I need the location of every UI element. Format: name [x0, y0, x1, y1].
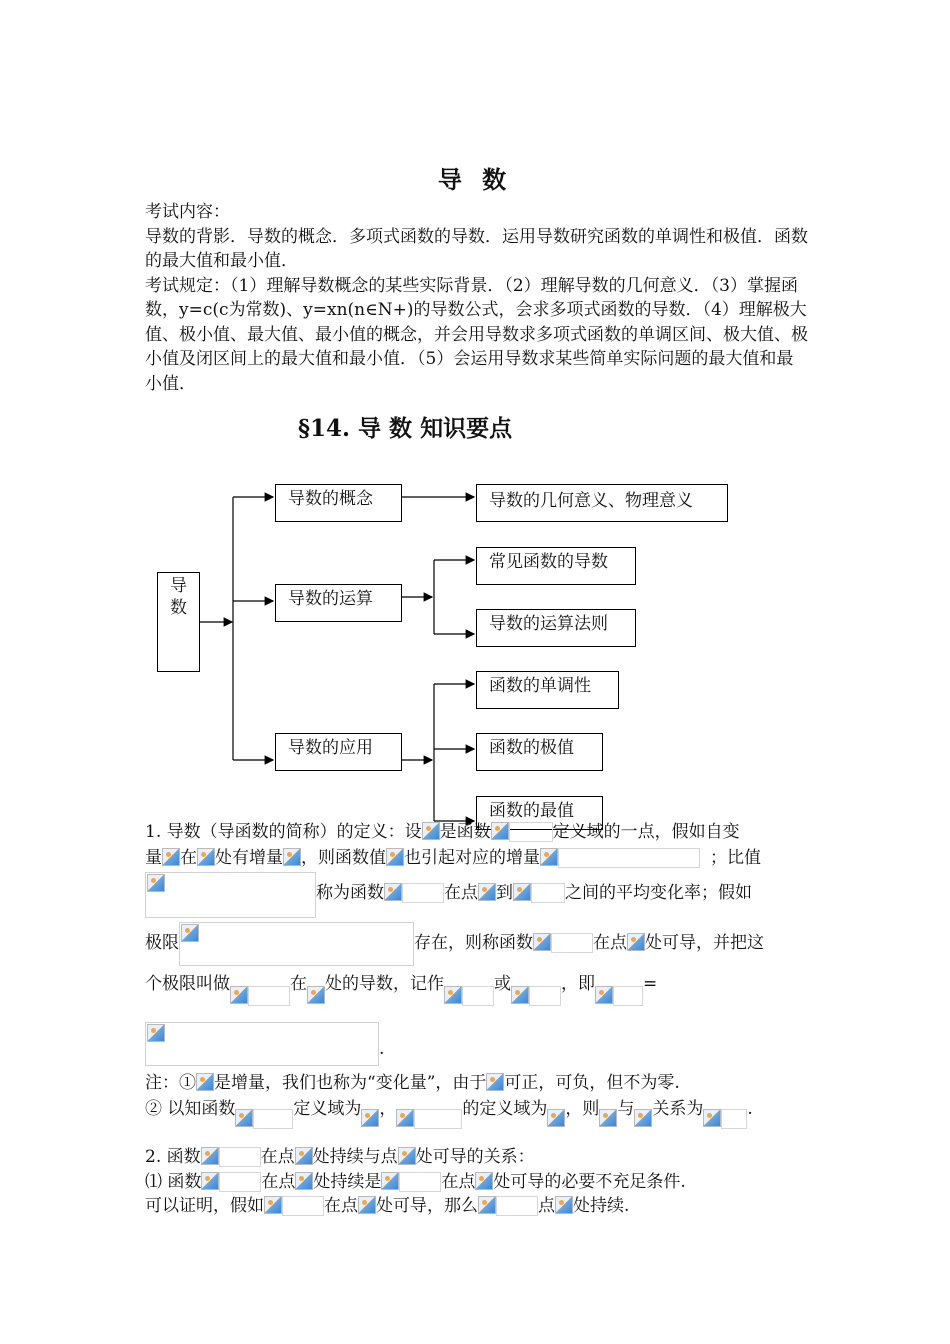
text: 或 [494, 974, 511, 994]
formula-image-icon [162, 848, 180, 866]
formula-placeholder [462, 986, 494, 1006]
formula-image-icon [555, 1196, 573, 1214]
formula-image-icon [147, 1024, 165, 1042]
formula-ratio-box [145, 872, 316, 918]
diagram-root-char-1: 导 [170, 576, 187, 596]
text: 称为函数 [316, 883, 384, 903]
formula-placeholder [248, 986, 290, 1006]
formula-image-icon [540, 848, 558, 866]
text: 定义域为 [293, 1099, 362, 1119]
formula-image-icon [197, 848, 215, 866]
text: 可以证明，假如 [145, 1196, 264, 1216]
formula-image-icon [361, 1109, 379, 1127]
text: = [643, 974, 658, 994]
text: ；比值 [710, 848, 761, 868]
text: 注：① [145, 1073, 196, 1093]
item1-line-1 [145, 820, 740, 844]
formula-image-icon [295, 1147, 313, 1165]
text: 可正，可负，但不为零. [504, 1073, 680, 1093]
node-common-function-derivatives: 常见函数的导数 [476, 547, 636, 585]
formula-image-icon [283, 848, 301, 866]
text: 与 [617, 1099, 635, 1119]
formula-image-icon [147, 874, 165, 892]
text: 关系为 [652, 1099, 704, 1119]
exam-rules-label: 考试规定： [145, 275, 230, 296]
formula-image-icon [196, 1073, 214, 1091]
formula-placeholder [531, 883, 565, 903]
formula-limit-box [179, 922, 414, 966]
text: 是函数 [439, 822, 491, 842]
text: 在点 [441, 1172, 476, 1192]
formula-image-icon [422, 822, 440, 840]
item1-line-4 [145, 922, 764, 966]
formula-placeholder [496, 1196, 538, 1216]
formula-placeholder [253, 1109, 293, 1129]
node-max-min-values: 函数的最值 [476, 796, 603, 830]
text: 在点 [261, 1172, 296, 1192]
text: 在点 [444, 883, 478, 903]
text: ， [379, 1099, 397, 1119]
formula-image-icon [703, 1109, 721, 1127]
text: 1. 导数（导函数的简称）的定义：设 [145, 822, 422, 842]
node-derivative-concept: 导数的概念 [275, 484, 402, 522]
text: 个极限叫做 [145, 974, 230, 994]
formula-image-icon [201, 1172, 219, 1190]
formula-placeholder [509, 822, 553, 842]
formula-image-icon [513, 883, 531, 901]
node-derivative-operations: 导数的运算 [275, 584, 402, 622]
formula-image-icon [181, 924, 199, 942]
formula-image-icon [358, 1196, 376, 1214]
text: 是增量，我们也称为“变化量”，由于 [214, 1073, 487, 1093]
node-derivative-applications: 导数的应用 [275, 733, 402, 771]
text: 到 [496, 883, 513, 903]
exam-content-text: 导数的背影．导数的概念．多项式函数的导数．运用导数研究函数的单调性和极值．函数的最大值和最小值． [145, 226, 808, 271]
formula-placeholder [414, 1109, 462, 1129]
note-line-1 [145, 1071, 680, 1095]
diagram-root-char-2: 数 [170, 598, 187, 618]
text: . [747, 1099, 753, 1119]
formula-placeholder [613, 986, 643, 1006]
item1-line-5 [145, 972, 657, 1008]
text: 在 [180, 848, 197, 868]
formula-image-icon [230, 986, 248, 1004]
formula-image-icon [547, 1109, 565, 1127]
formula-image-icon [384, 883, 402, 901]
node-geometric-physical-meaning: 导数的几何意义、物理意义 [476, 484, 728, 522]
item1-line-2 [145, 846, 761, 870]
text: 的定义域为 [462, 1099, 548, 1119]
formula-image-icon [486, 1073, 504, 1091]
exam-rules-body: （1）理解导数概念的某些实际背景．（2）理解导数的几何意义．（3）掌握函数，y=c(c为常数)、y=xn(n∈N+)的导数公式，会求多项式函数的导数．（4）理解极大值、极小值、最大值、最小值的概念，并会用导数求多项式函数的单调区间、极大值、极小值及闭区间上的最大值和最小值．（5）会运用导数求某些简单实际问题的最大值和最小值． [145, 275, 808, 394]
text: 定义域的一点，假如自变 [552, 822, 740, 842]
text: 处持续与点 [312, 1147, 398, 1167]
formula-image-icon [595, 986, 613, 1004]
formula-placeholder [558, 848, 700, 868]
item1-line-6 [145, 1022, 384, 1076]
formula-image-icon [295, 1172, 313, 1190]
text: 在点 [593, 933, 627, 953]
item2-line-3 [145, 1194, 629, 1218]
text: 存在，则称函数 [414, 933, 533, 953]
node-monotonicity: 函数的单调性 [476, 671, 619, 709]
text: 极限 [145, 933, 179, 953]
formula-placeholder [402, 883, 444, 903]
text: 处的导数，记作 [325, 974, 444, 994]
formula-image-icon [511, 986, 529, 1004]
formula-image-icon [475, 1172, 493, 1190]
item2-line-1 [145, 1145, 535, 1169]
formula-image-icon [398, 1147, 416, 1165]
text: ，即 [561, 974, 595, 994]
text: 处有增量 [215, 848, 283, 868]
formula-image-icon [386, 848, 404, 866]
formula-placeholder [219, 1172, 261, 1192]
text: 也引起对应的增量 [404, 848, 540, 868]
formula-image-icon [307, 986, 325, 1004]
node-extreme-values: 函数的极值 [476, 733, 603, 771]
item2-line-2 [145, 1170, 686, 1194]
formula-image-icon [533, 933, 551, 951]
formula-image-icon [634, 1109, 652, 1127]
text: 在 [290, 974, 307, 994]
formula-image-icon [264, 1196, 282, 1214]
formula-placeholder [399, 1172, 441, 1192]
formula-image-icon [201, 1147, 219, 1165]
text: 处可导，那么 [376, 1196, 478, 1216]
exam-content-label: 考试内容： [145, 202, 230, 222]
formula-image-icon [444, 986, 462, 1004]
note-line-2 [145, 1097, 753, 1131]
formula-image-icon [396, 1109, 414, 1127]
section-title: §14. 导 数 知识要点 [298, 415, 513, 442]
text: 之间的平均变化率；假如 [565, 883, 752, 903]
text: 处可导，并把这 [645, 933, 764, 953]
text: ② 以知函数 [145, 1099, 236, 1119]
text: 量 [145, 848, 162, 868]
diagram-root-node [157, 572, 200, 672]
text: 处持续是 [313, 1172, 382, 1192]
formula-image-icon [599, 1109, 617, 1127]
text: 点 [538, 1196, 555, 1216]
text: 在点 [324, 1196, 358, 1216]
formula-placeholder [529, 986, 561, 1006]
formula-image-icon [491, 822, 509, 840]
text: 处可导的必要不充足条件. [493, 1172, 686, 1192]
text: 处持续. [573, 1196, 630, 1216]
formula-placeholder [282, 1196, 324, 1216]
formula-placeholder [721, 1109, 747, 1129]
formula-placeholder [219, 1147, 261, 1167]
text: ，则函数值 [301, 848, 386, 868]
formula-image-icon [235, 1109, 253, 1127]
text: ，则 [565, 1099, 600, 1119]
text: 处可导的关系： [415, 1147, 535, 1167]
formula-image-icon [627, 933, 645, 951]
text: 在点 [260, 1147, 295, 1167]
page-title: 导 数 [437, 165, 513, 194]
node-derivative-rules: 导数的运算法则 [476, 609, 636, 647]
formula-image-icon [478, 1196, 496, 1214]
formula-image-icon [478, 883, 496, 901]
text: . [379, 1039, 385, 1059]
formula-derivative-box [145, 1022, 379, 1066]
formula-image-icon [381, 1172, 399, 1190]
text: 2. 函数 [145, 1147, 201, 1167]
text: ⑴ 函数 [145, 1172, 202, 1192]
formula-placeholder [551, 933, 593, 953]
item1-line-3 [145, 872, 752, 918]
